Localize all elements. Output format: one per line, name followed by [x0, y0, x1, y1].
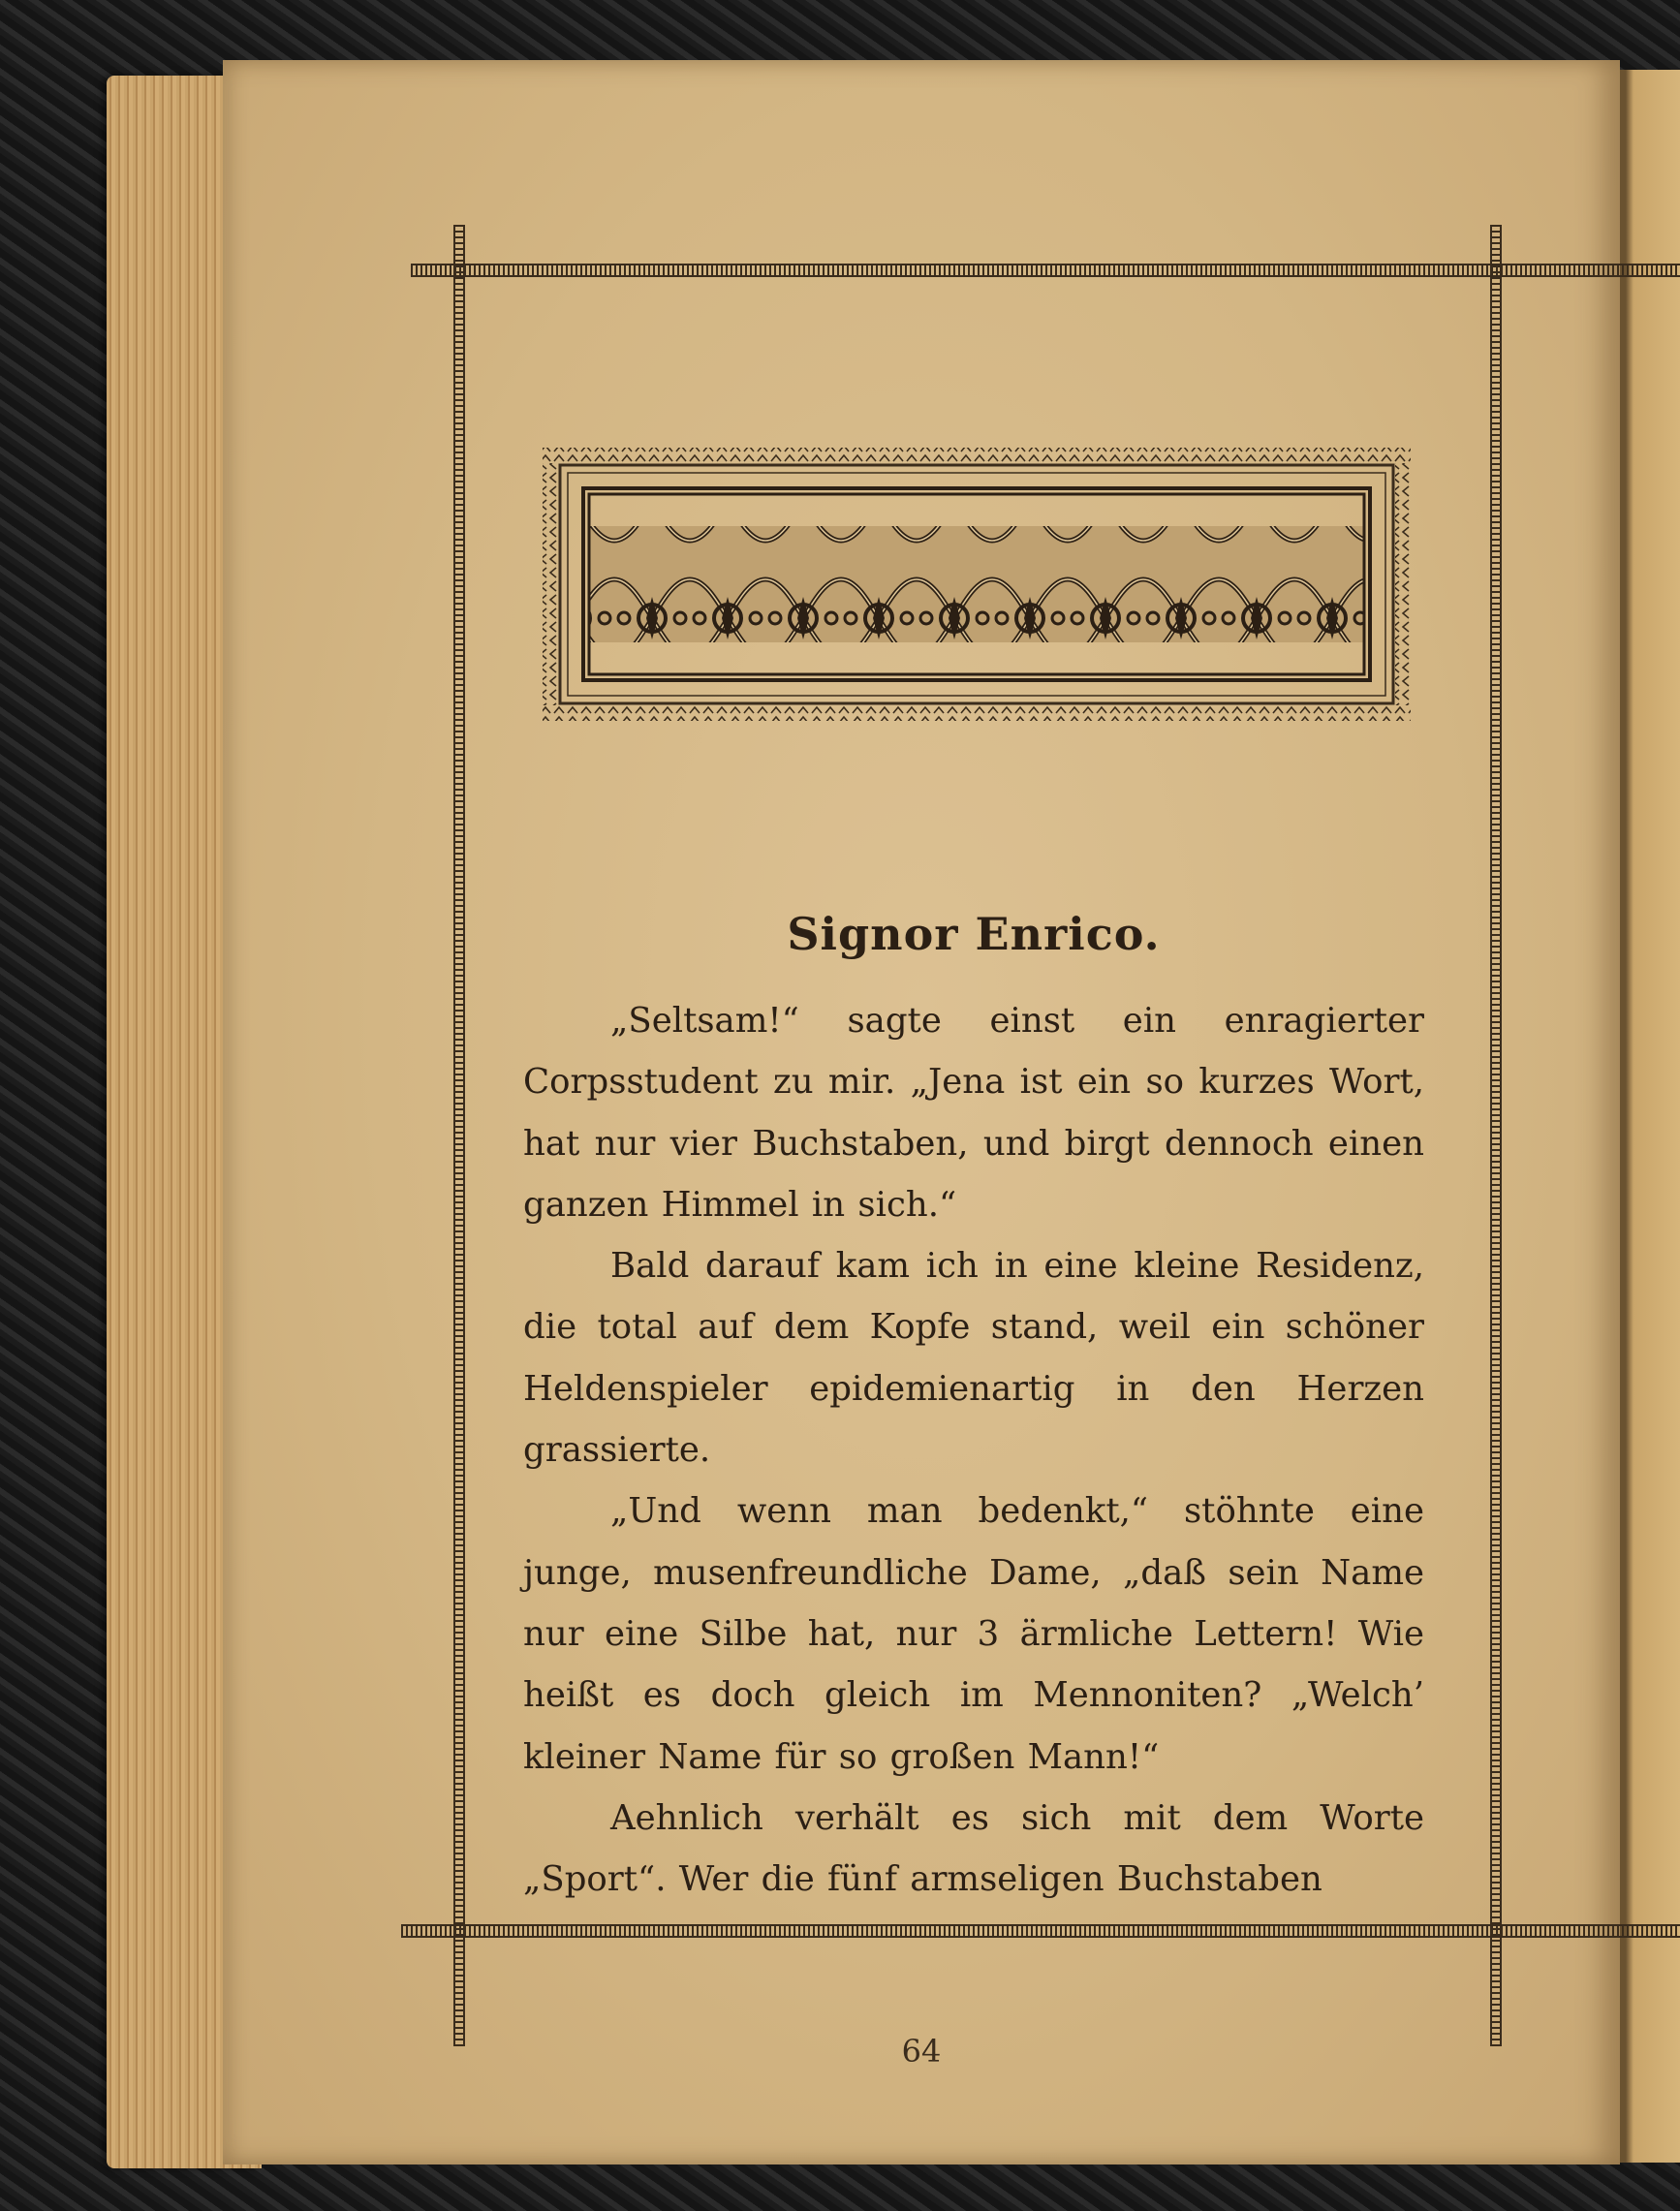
- facing-page-edge: [1620, 70, 1680, 2163]
- page-number: 64: [901, 2033, 942, 2070]
- chapter-title: Signor Enrico.: [787, 908, 1161, 960]
- ornamental-headpiece: [539, 444, 1415, 725]
- paragraph-2: Bald darauf kam ich in eine kleine Residenz, die total auf dem Kopfe stand, weil ein schöner Heldenspieler epidemienartig in den Herzen grassierte.: [523, 1246, 1424, 1471]
- left-border-rule: [453, 225, 465, 2046]
- paragraph-4: Aehnlich verhält es sich mit dem Worte „Sport“. Wer die fünf armseligen Buchstaben: [523, 1797, 1424, 1900]
- book-page: [223, 60, 1620, 2164]
- bottom-border-rule: [401, 1924, 1680, 1938]
- paragraph-1: „Seltsam!“ sagte einst ein enragierter Corpsstudent zu mir. „Jena ist ein so kurzes Wort, hat nur vier Buchstaben, und birgt dennoch einen ganzen Himmel in sich.“: [523, 1001, 1424, 1225]
- right-border-rule: [1490, 225, 1502, 2046]
- paragraph-3: „Und wenn man bedenkt,“ stöhnte eine junge, musenfreundliche Dame, „daß sein Name nur eine Silbe hat, nur 3 ärmliche Lettern! Wie heißt es doch gleich im Mennoniten? „Welch’ kleiner Name für so großen Mann!“: [523, 1491, 1424, 1777]
- chapter-text: [523, 903, 1424, 1910]
